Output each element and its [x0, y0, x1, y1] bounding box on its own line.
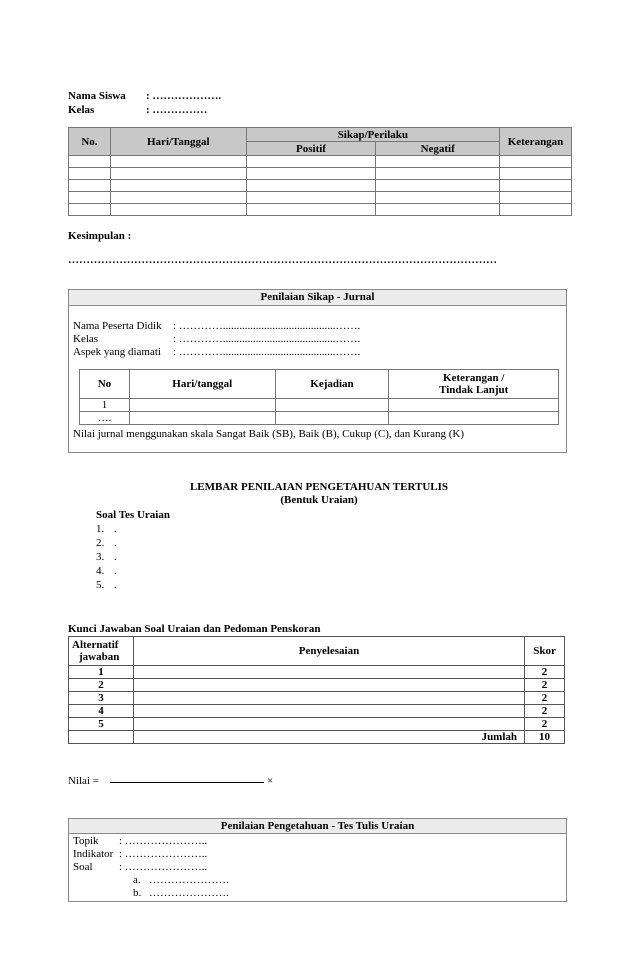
knowledge-title: LEMBAR PENILAIAN PENGETAHUAN TERTULIS [189, 481, 449, 493]
col-notes: Keterangan [500, 128, 572, 156]
question-number: 2. [96, 537, 105, 549]
questions-heading: Soal Tes Uraian [96, 509, 170, 521]
question-text: . [114, 551, 117, 563]
sub-a-value: …………………. [149, 874, 229, 886]
journal-footnote: Nilai jurnal menggunakan skala Sangat Baik (SB), Baik (B), Cukup (C), dan Kurang (K) [73, 428, 465, 440]
col-positive: Positif [246, 142, 376, 156]
conclusion-label: Kesimpulan : [68, 230, 132, 242]
answer-solution [133, 705, 524, 718]
sub-a-label: a. [133, 874, 141, 886]
formula-label: Nilai = [68, 775, 99, 787]
journal-aspect-label: Aspek yang diamati [73, 346, 161, 358]
question-item [96, 523, 117, 537]
answer-score: 2 [525, 666, 565, 679]
journal-class-label: Kelas [73, 333, 99, 345]
answer-no: 4 [69, 705, 134, 718]
table-row [69, 666, 565, 679]
col-alternative-line1: Alternatif [72, 639, 119, 651]
total-value: 10 [525, 731, 565, 744]
questions-list [96, 523, 117, 593]
question-text: . [114, 523, 117, 535]
times-sign: × [267, 775, 274, 787]
journal-col-event: Kejadian [275, 370, 389, 399]
col-alternative [69, 637, 134, 666]
journal-col-notes-line2: Tindak Lanjut [439, 384, 509, 396]
table-row [69, 168, 572, 180]
question-text: . [114, 579, 117, 591]
question-text: . [114, 565, 117, 577]
answer-key-table [68, 636, 565, 744]
indicator-label: Indikator [73, 848, 114, 860]
answer-solution [133, 666, 524, 679]
answer-no: 5 [69, 718, 134, 731]
question-text: . [114, 537, 117, 549]
question-number: 1. [96, 523, 105, 535]
question-item [96, 551, 117, 565]
answer-no: 2 [69, 679, 134, 692]
journal-title: Penilaian Sikap - Jurnal [69, 290, 566, 306]
question-number: 5. [96, 579, 105, 591]
question-number: 3. [96, 551, 105, 563]
topic-value: : ………………….. [119, 835, 208, 847]
journal-name-label: Nama Peserta Didik [73, 320, 162, 332]
question-number: 4. [96, 565, 105, 577]
fraction-line [110, 782, 264, 783]
total-label: Jumlah [133, 731, 524, 744]
answer-solution [133, 718, 524, 731]
table-row [80, 412, 559, 425]
table-row [80, 399, 559, 412]
answer-no: 1 [69, 666, 134, 679]
col-score: Skor [525, 637, 565, 666]
answer-score: 2 [525, 705, 565, 718]
answer-solution [133, 692, 524, 705]
question-label: Soal [73, 861, 93, 873]
conclusion-dots: ……………………………………………………………………………………………………… [68, 254, 497, 266]
journal-col-date: Hari/tanggal [129, 370, 275, 399]
answer-score: 2 [525, 692, 565, 705]
topic-label: Topik [73, 835, 99, 847]
table-row [69, 692, 565, 705]
col-solution: Penyelesaian [133, 637, 524, 666]
table-row [69, 718, 565, 731]
table-row [69, 156, 572, 168]
journal-row-no: 1 [80, 399, 130, 412]
written-test-title: Penilaian Pengetahuan - Tes Tulis Uraian [69, 819, 566, 834]
col-date: Hari/Tanggal [110, 128, 246, 156]
student-name-value: : ………………. [146, 90, 222, 102]
journal-col-notes-line1: Keterangan / [442, 372, 505, 384]
answer-solution [133, 679, 524, 692]
indicator-value: : ………………….. [119, 848, 208, 860]
col-no: No. [69, 128, 111, 156]
journal-col-notes [389, 370, 559, 399]
student-name-label: Nama Siswa [68, 90, 126, 102]
sub-b-value: …………………. [149, 887, 229, 899]
knowledge-subtitle: (Bentuk Uraian) [280, 494, 358, 506]
answer-key-heading: Kunci Jawaban Soal Uraian dan Pedoman Penskoran [68, 623, 321, 635]
attitude-table [68, 127, 572, 216]
journal-aspect-value: : ………….........................................……. [173, 346, 361, 358]
col-attitude: Sikap/Perilaku [246, 128, 499, 142]
table-row [69, 192, 572, 204]
journal-box [68, 289, 567, 453]
journal-table [79, 369, 559, 425]
answer-no: 3 [69, 692, 134, 705]
journal-col-no: No [80, 370, 130, 399]
journal-name-value: : ………….........................................……. [173, 320, 361, 332]
question-value: : ………………….. [119, 861, 208, 873]
question-item [96, 565, 117, 579]
written-test-box [68, 818, 567, 902]
question-item [96, 537, 117, 551]
journal-row-no: …. [80, 412, 130, 425]
table-row [69, 180, 572, 192]
student-class-value: : …………… [146, 104, 208, 116]
answer-score: 2 [525, 718, 565, 731]
table-row [69, 204, 572, 216]
journal-class-value: : ………….........................................……. [173, 333, 361, 345]
table-row [69, 705, 565, 718]
col-negative: Negatif [376, 142, 500, 156]
student-class-label: Kelas [68, 104, 95, 116]
question-item [96, 579, 117, 593]
col-alternative-line2: jawaban [79, 651, 120, 663]
sub-b-label: b. [133, 887, 142, 899]
table-row [69, 679, 565, 692]
answer-score: 2 [525, 679, 565, 692]
